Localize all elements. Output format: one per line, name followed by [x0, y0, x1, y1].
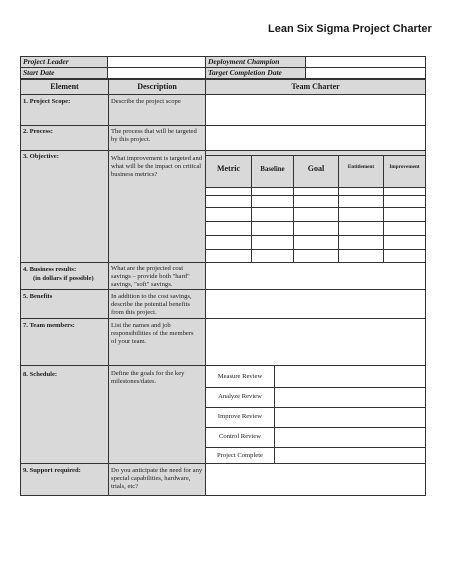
- row-support-required-description: Do you anticipate the need for any special capabilities, hardware, trials, etc?: [111, 467, 203, 490]
- page-title: Lean Six Sigma Project Charter: [268, 23, 432, 35]
- project-leader-label: Project Leader: [23, 57, 69, 66]
- milestone-measure-review: Measure Review: [217, 373, 263, 380]
- row-team-members-description: List the names and job responsibilities of the members of your team.: [111, 322, 194, 345]
- row-process-element: 2. Process:: [23, 128, 53, 135]
- column-header-description: Description: [137, 82, 177, 91]
- metrics-header-goal: Goal: [307, 164, 325, 173]
- start-date-label: Start Date: [23, 68, 55, 77]
- process-field[interactable]: [206, 126, 425, 150]
- row-team-members-element: 7. Team members:: [23, 322, 75, 329]
- metrics-header-improvement: Improvement: [389, 164, 420, 170]
- metrics-header-entitlement: Entitlement: [347, 164, 375, 170]
- column-header-team-charter: Team Charter: [291, 82, 340, 91]
- row-schedule-element: 8. Schedule:: [23, 371, 58, 378]
- row-business-results-subnote: (in dollars if possible): [33, 275, 94, 282]
- deployment-champion-label: Deployment Champion: [208, 57, 280, 66]
- benefits-field[interactable]: [206, 290, 425, 318]
- target-completion-date-label: Target Completion Date: [208, 68, 282, 77]
- project-scope-field[interactable]: [206, 95, 425, 125]
- row-benefits-description: In addition to the cost savings, describe the potential benefits from this project.: [111, 293, 192, 316]
- row-benefits-element: 5. Benefits: [23, 293, 53, 300]
- row-support-required-element: 9. Support required:: [23, 467, 81, 474]
- row-business-results-description: What are the projected cost savings – provide both "hard" savings, "soft" savings.: [111, 265, 190, 288]
- milestone-project-complete: Project Complete: [217, 452, 263, 459]
- deployment-champion-field[interactable]: [306, 56, 426, 67]
- row-project-scope-description: Describe the project scope: [111, 98, 181, 105]
- row-objective-element: 3. Objective:: [23, 153, 59, 160]
- row-process-description: The process that will be targeted by this project.: [111, 128, 197, 143]
- metrics-header-metric: Metric: [216, 164, 241, 173]
- support-required-field[interactable]: [206, 464, 425, 495]
- row-business-results-element: 4. Business results:: [23, 266, 77, 273]
- project-leader-field[interactable]: [108, 56, 205, 67]
- milestone-analyze-review: Analyze Review: [218, 393, 262, 400]
- row-schedule-description: Define the goals for the key milestones/dates.: [111, 370, 185, 385]
- column-header-element: Element: [50, 82, 79, 91]
- row-project-scope-element: 1. Project Scope:: [23, 98, 71, 105]
- team-members-field[interactable]: [206, 319, 425, 365]
- business-results-field[interactable]: [206, 263, 425, 289]
- row-objective-description: What improvement is targeted and what will be the impact on critical business metrics?: [111, 155, 203, 178]
- milestone-improve-review: Improve Review: [217, 413, 263, 420]
- milestone-control-review: Control Review: [219, 433, 261, 440]
- metrics-header-baseline: Baseline: [260, 166, 285, 173]
